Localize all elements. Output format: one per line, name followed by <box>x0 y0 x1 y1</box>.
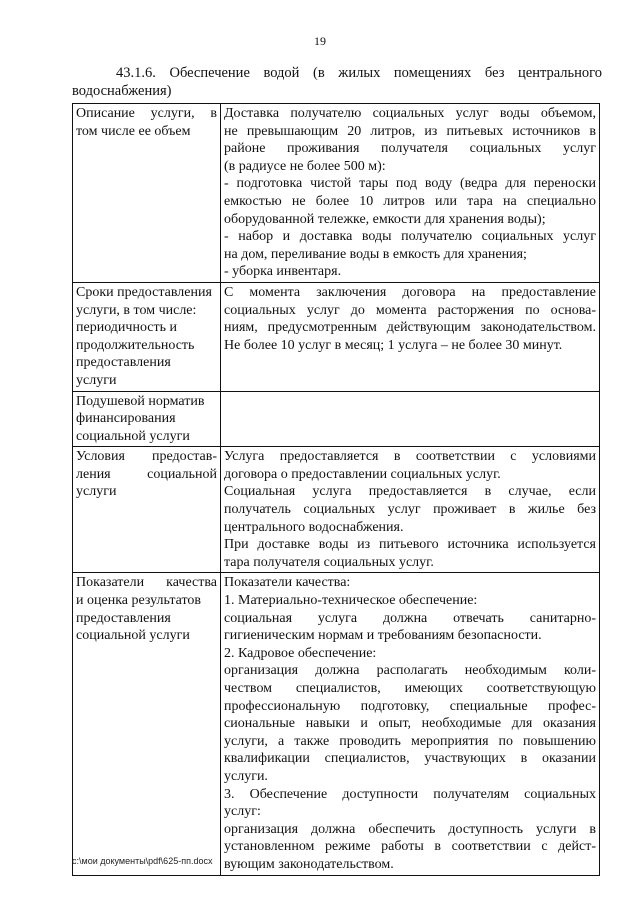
row-content-line: услуги, а также проводить мероприятия по повышению <box>224 733 596 749</box>
row-content-line: районе проживания получателя социальных услуг <box>224 141 596 157</box>
row-label-line: услуги <box>76 372 117 388</box>
row-label-line: Описание услуги, в <box>76 106 217 121</box>
row-label-line: и оценка результатов <box>76 593 202 609</box>
row-content-line: квалификации специалистов, участвующих в оказании <box>224 751 596 767</box>
table-row <box>73 573 600 875</box>
row-label-line: том числе ее объем <box>76 123 191 139</box>
row-label-line: социальной услуги <box>76 428 190 444</box>
row-content-line: социальная услуга должна отвечать санитарно- <box>224 610 596 626</box>
page-number: 19 <box>314 34 326 48</box>
service-description-table <box>72 103 600 876</box>
row-content-line: Показатели качества: <box>224 575 351 591</box>
row-label-cell <box>73 104 221 283</box>
row-content-line: организация должна обеспечить доступность услуги в <box>224 821 596 837</box>
table-row <box>73 447 600 573</box>
row-content-cell <box>221 573 600 875</box>
row-label-cell <box>73 573 221 875</box>
row-label-line: ления социальной <box>76 466 217 482</box>
row-content-line: гигиеническим нормам и требованиям безопасности. <box>224 628 542 644</box>
row-content-line: сиональные навыки и опыт, необходимые для оказания <box>224 716 596 732</box>
row-content-line: услуг: <box>224 804 261 820</box>
row-content-line: Доставка получателю социальных услуг воды объемом, <box>224 106 596 121</box>
row-content-line: чеством специалистов, имеющих соответствующую <box>224 681 596 696</box>
row-label-line: социальной услуги <box>76 628 190 644</box>
row-content-cell <box>221 104 600 283</box>
section-heading <box>72 64 602 100</box>
row-label-line: финансирования <box>76 411 176 427</box>
row-label-line: услуги, в том числе: <box>76 302 197 318</box>
row-content-line: тара получателя социальных услуг. <box>224 554 434 570</box>
row-content-line: С момента заключения договора на предоставление <box>224 284 596 300</box>
row-label-line: продолжительность <box>76 337 195 353</box>
row-content-line: профессиональную подготовку, специальные профес- <box>224 698 596 714</box>
row-label-cell <box>73 391 221 447</box>
row-content-cell <box>221 282 600 391</box>
row-content-cell <box>221 447 600 573</box>
row-content-line: оборудованной тележке, емкости для хранения воды); <box>224 211 546 227</box>
row-label-line: предоставления <box>76 610 171 626</box>
section-heading-line: водоснабжения) <box>72 83 172 99</box>
row-content-line: Социальная услуга предоставляется в случае, если <box>224 484 596 500</box>
row-content-line: ниям, предусмотренным действующим законодательством. <box>224 320 596 336</box>
row-label-line: Показатели качества <box>76 575 217 591</box>
row-label-cell <box>73 282 221 391</box>
row-label-line: услуги <box>76 484 117 500</box>
row-content-line: (в радиусе не более 500 м): <box>224 158 386 174</box>
row-content-line: - подготовка чистой тары под воду (ведра для переноски <box>224 176 596 192</box>
row-content-line: социальных услуг до момента расторжения по основа- <box>224 302 596 318</box>
row-content-line: вующим законодательством. <box>224 856 394 872</box>
row-label-line: Условия предостав- <box>76 449 217 465</box>
table-body <box>73 104 600 876</box>
row-label-line: предоставления <box>76 355 171 371</box>
row-content-line: получатель социальных услуг проживает в жилье без <box>224 502 596 518</box>
row-content-line: 1. Материально-техническое обеспечение: <box>224 593 478 609</box>
row-content-line: 2. Кадровое обеспечение: <box>224 645 377 661</box>
row-content-line: - набор и доставка воды получателю социальных услуг <box>224 229 596 245</box>
footer-file-path: c:\мои документы\pdf\625-пп.docx <box>72 856 213 866</box>
row-content-cell <box>221 391 600 447</box>
table-row <box>73 104 600 283</box>
row-content-line: - уборка инвентаря. <box>224 264 342 280</box>
row-content-line: Не более 10 услуг в месяц; 1 услуга – не более 30 минут. <box>224 337 563 353</box>
row-content-line: организация должна располагать необходимым коли- <box>224 663 596 679</box>
row-content-line: 3. Обеспечение доступности получателям социальных <box>224 786 596 802</box>
row-content-line: договора о предоставлении социальных услуг. <box>224 466 501 482</box>
row-label-line: периодичность и <box>76 320 178 336</box>
row-content-line: центрального водоснабжения. <box>224 519 404 535</box>
row-content-line: При доставке воды из питьевого источника используется <box>224 537 596 553</box>
row-label-line: Подушевой норматив <box>76 393 205 409</box>
table-row <box>73 282 600 391</box>
section-heading-line: 43.1.6. Обеспечение водой (в жилых помещениях без центрального <box>116 65 602 81</box>
row-label-line: Сроки предоставления <box>76 284 212 300</box>
row-content-line: на дом, переливание воды в емкость для хранения; <box>224 246 527 262</box>
row-content-line: установленном режиме работы в соответствии с дейст- <box>224 839 596 855</box>
table-row <box>73 391 600 447</box>
row-label-cell <box>73 447 221 573</box>
row-content-line: услуги. <box>224 768 268 784</box>
row-content-line: не превышающим 20 литров, из питьевых источников в <box>224 123 596 139</box>
row-content-line: Услуга предоставляется в соответствии с условиями <box>224 449 596 465</box>
row-content-line: емкостью не более 10 литров или тара на специально <box>224 193 596 209</box>
